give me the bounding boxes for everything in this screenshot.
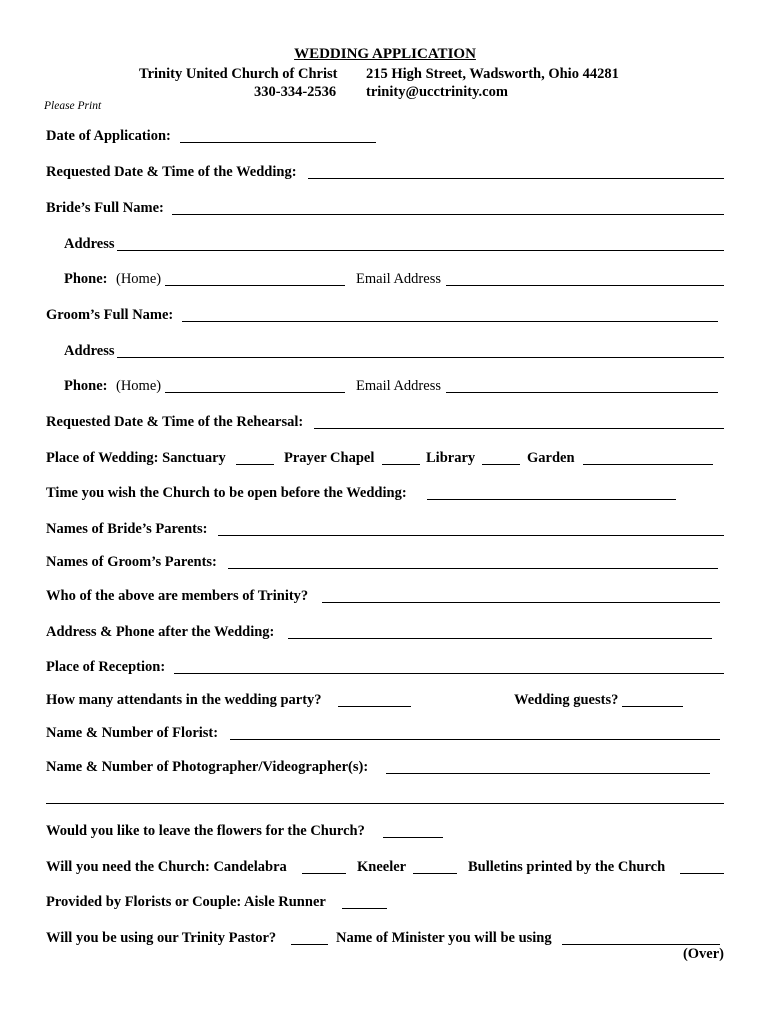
groom-phone-row bbox=[64, 376, 724, 396]
need-church-label: Will you need the Church: Candelabra bbox=[46, 859, 287, 875]
rehearsal-label: Requested Date & Time of the Rehearsal: bbox=[46, 414, 304, 430]
photographer-row bbox=[46, 757, 724, 777]
members-row bbox=[46, 586, 724, 606]
reception-row bbox=[46, 657, 724, 677]
groom-name-field[interactable] bbox=[182, 321, 718, 322]
aisle-runner-field[interactable] bbox=[342, 908, 387, 909]
groom-phone-label: Phone: bbox=[64, 378, 108, 394]
bride-name-field[interactable] bbox=[172, 214, 724, 215]
photographer-extra-field[interactable] bbox=[46, 803, 724, 804]
reception-label: Place of Reception: bbox=[46, 659, 166, 675]
groom-parents-field[interactable] bbox=[228, 568, 718, 569]
bride-email-field[interactable] bbox=[446, 285, 724, 286]
requested-wedding-row bbox=[46, 162, 724, 182]
florist-row bbox=[46, 723, 724, 743]
bride-address-field[interactable] bbox=[117, 250, 724, 251]
guests-field[interactable] bbox=[622, 706, 683, 707]
requested-wedding-label: Requested Date & Time of the Wedding: bbox=[46, 164, 297, 180]
guests-label: Wedding guests? bbox=[514, 692, 619, 708]
address-after-label: Address & Phone after the Wedding: bbox=[46, 624, 275, 640]
prayer-chapel-field[interactable] bbox=[382, 464, 420, 465]
rehearsal-field[interactable] bbox=[314, 428, 724, 429]
groom-parents-label: Names of Groom’s Parents: bbox=[46, 554, 217, 570]
minister-label: Name of Minister you will be using bbox=[336, 930, 552, 946]
bride-home-label: (Home) bbox=[116, 271, 162, 287]
pastor-field[interactable] bbox=[291, 944, 328, 945]
library-field[interactable] bbox=[482, 464, 520, 465]
groom-name-label: Groom’s Full Name: bbox=[46, 307, 174, 323]
attendants-row bbox=[46, 690, 724, 710]
bride-address-row bbox=[64, 234, 724, 254]
date-of-application-field[interactable] bbox=[180, 142, 376, 143]
flowers-row bbox=[46, 821, 724, 841]
reception-field[interactable] bbox=[174, 673, 724, 674]
form-title: WEDDING APPLICATION bbox=[294, 46, 476, 62]
place-of-wedding-row bbox=[46, 448, 724, 468]
rehearsal-row bbox=[46, 412, 724, 432]
church-address: 215 High Street, Wadsworth, Ohio 44281 bbox=[366, 66, 619, 82]
groom-parents-row bbox=[46, 552, 724, 572]
groom-email-label: Email Address bbox=[356, 378, 441, 394]
bulletins-label: Bulletins printed by the Church bbox=[468, 859, 666, 875]
garden-field[interactable] bbox=[583, 464, 713, 465]
bulletins-field[interactable] bbox=[680, 873, 724, 874]
attendants-field[interactable] bbox=[338, 706, 411, 707]
groom-email-field[interactable] bbox=[446, 392, 718, 393]
groom-name-row bbox=[46, 305, 724, 325]
bride-name-label: Bride’s Full Name: bbox=[46, 200, 164, 216]
time-open-label: Time you wish the Church to be open before the Wedding: bbox=[46, 485, 407, 501]
groom-phone-field[interactable] bbox=[165, 392, 345, 393]
bride-email-label: Email Address bbox=[356, 271, 441, 287]
flowers-label: Would you like to leave the flowers for the Church? bbox=[46, 823, 365, 839]
bride-phone-label: Phone: bbox=[64, 271, 108, 287]
address-after-field[interactable] bbox=[288, 638, 712, 639]
time-open-row bbox=[46, 483, 724, 503]
garden-label: Garden bbox=[527, 450, 575, 466]
date-of-application-row bbox=[46, 126, 724, 146]
pastor-label: Will you be using our Trinity Pastor? bbox=[46, 930, 277, 946]
florist-label: Name & Number of Florist: bbox=[46, 725, 219, 741]
bride-parents-field[interactable] bbox=[218, 535, 724, 536]
groom-home-label: (Home) bbox=[116, 378, 162, 394]
members-label: Who of the above are members of Trinity? bbox=[46, 588, 309, 604]
photographer-field[interactable] bbox=[386, 773, 710, 774]
sanctuary-field[interactable] bbox=[236, 464, 274, 465]
church-name: Trinity United Church of Christ bbox=[139, 66, 338, 82]
members-field[interactable] bbox=[322, 602, 720, 603]
florist-field[interactable] bbox=[230, 739, 720, 740]
bride-parents-row bbox=[46, 519, 724, 539]
over-note: (Over) bbox=[682, 946, 724, 962]
kneeler-label: Kneeler bbox=[357, 859, 407, 875]
groom-address-row bbox=[64, 341, 724, 361]
aisle-runner-label: Provided by Florists or Couple: Aisle Runner bbox=[46, 894, 326, 910]
groom-address-label: Address bbox=[64, 343, 115, 359]
church-email: trinity@ucctrinity.com bbox=[366, 84, 508, 100]
photographer-extra-row bbox=[46, 787, 724, 807]
address-after-row bbox=[46, 622, 724, 642]
date-of-application-label: Date of Application: bbox=[46, 128, 171, 144]
attendants-label: How many attendants in the wedding party? bbox=[46, 692, 322, 708]
groom-address-field[interactable] bbox=[117, 357, 724, 358]
flowers-field[interactable] bbox=[383, 837, 443, 838]
please-print-note: Please Print bbox=[44, 100, 102, 112]
requested-wedding-field[interactable] bbox=[308, 178, 724, 179]
place-of-wedding-label: Place of Wedding: Sanctuary bbox=[46, 450, 226, 466]
bride-name-row bbox=[46, 198, 724, 218]
photographer-label: Name & Number of Photographer/Videographer(s): bbox=[46, 759, 369, 775]
prayer-chapel-label: Prayer Chapel bbox=[284, 450, 375, 466]
bride-phone-field[interactable] bbox=[165, 285, 345, 286]
time-open-field[interactable] bbox=[427, 499, 676, 500]
need-church-row bbox=[46, 857, 724, 877]
bride-phone-row bbox=[64, 269, 724, 289]
aisle-runner-row bbox=[46, 892, 724, 912]
pastor-row bbox=[46, 928, 724, 948]
minister-field[interactable] bbox=[562, 944, 720, 945]
bride-parents-label: Names of Bride’s Parents: bbox=[46, 521, 208, 537]
kneeler-field[interactable] bbox=[413, 873, 457, 874]
candelabra-field[interactable] bbox=[302, 873, 346, 874]
church-phone: 330-334-2536 bbox=[254, 84, 337, 100]
bride-address-label: Address bbox=[64, 236, 115, 252]
library-label: Library bbox=[426, 450, 476, 466]
